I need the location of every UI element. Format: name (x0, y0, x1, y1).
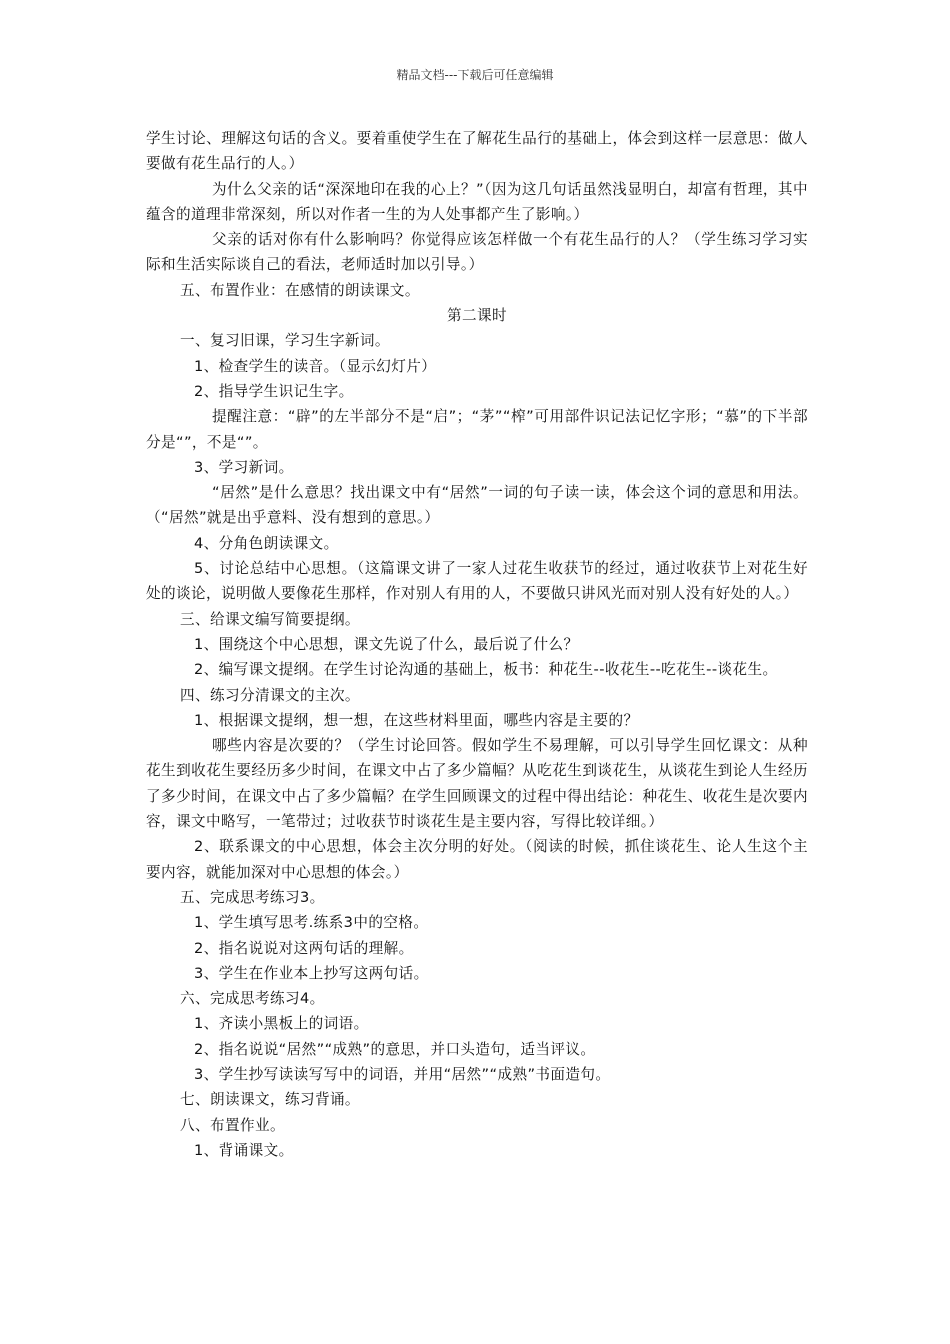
list-item: 3、学生在作业本上抄写这两句话。 (194, 964, 429, 982)
list-item: 2、指名说说对这两句话的理解。 (194, 939, 414, 957)
list-item: 3、学习新词。 (194, 458, 294, 476)
section-heading: 八、布置作业。 (180, 1116, 285, 1134)
list-item: 1、齐读小黑板上的词语。 (194, 1015, 369, 1033)
list-item: 2、指导学生识记生字。 (194, 382, 354, 400)
list-item: 1、根据课文提纲，想一想，在这些材料里面，哪些内容是主要的？ (194, 711, 639, 729)
paragraph: “居然”是什么意思？找出课文中有“居然”一词的句子读一读，体会这个词的意思和用法。（“居然”就是出乎意料、没有想到的意思。） (146, 484, 808, 527)
lesson-title: 第二课时 (447, 307, 507, 325)
paragraph: 父亲的话对你有什么影响吗？你觉得应该怎样做一个有花生品行的人？（学生练习学习实际和生活实际谈自己的看法，老师适时加以引导。） (146, 231, 808, 274)
list-item: 2、指名说说“居然”“成熟”的意思，并口头造句，适当评议。 (194, 1040, 596, 1058)
section-heading: 五、完成思考练习3。 (180, 888, 325, 906)
list-item: 2、联系课文的中心思想，体会主次分明的好处。（阅读的时候，抓住谈花生、论人生这个主要内容，就能加深对中心思想的体会。） (146, 838, 808, 881)
section-heading: 四、练习分清课文的主次。 (180, 686, 360, 704)
section-heading: 六、完成思考练习4。 (180, 990, 325, 1008)
paragraph: 为什么父亲的话“深深地印在我的心上？”（因为这几句话虽然浅显明白，却富有哲理，其中蕴含的道理非常深刻，所以对作者一生的为人处事都产生了影响。） (146, 180, 808, 223)
section-heading: 五、布置作业：在感情的朗读课文。 (180, 281, 420, 299)
list-item: 1、背诵课文。 (194, 1141, 294, 1159)
document-body (146, 126, 808, 1163)
list-item: 2、编写课文提纲。在学生讨论沟通的基础上，板书：种花生--收花生--吃花生--谈花生。 (194, 661, 778, 679)
list-item: 5、讨论总结中心思想。（这篇课文讲了一家人过花生收获节的经过，通过收获节上对花生好处的谈论，说明做人要像花生那样，作对别人有用的人，不要做只讲风光而对别人没有好处的人。） (146, 560, 808, 603)
list-item: 4、分角色朗读课文。 (194, 534, 339, 552)
paragraph: 哪些内容是次要的？（学生讨论回答。假如学生不易理解，可以引导学生回忆课文：从种花生到收花生要经历多少时间，在课文中占了多少篇幅？从吃花生到谈花生，从谈花生到论人生经历了多少时间，在课文中占了多少篇幅？在学生回顾课文的过程中得出结论：种花生、收花生是次要内容，课文中略写，一笔带过；过收获节时谈花生是主要内容，写得比较详细。） (146, 737, 808, 831)
paragraph: 学生讨论、理解这句话的含义。要着重使学生在了解花生品行的基础上，体会到这样一层意思：做人要做有花生品行的人。） (146, 130, 808, 173)
page-header: 精品文档---下载后可任意编辑 (396, 68, 554, 82)
paragraph: 提醒注意：“辟”的左半部分不是“启”；“茅”“榨”可用部件识记法记忆字形；“慕”的下半部分是“”，不是“”。 (146, 408, 808, 451)
list-item: 1、学生填写思考.练系3中的空格。 (194, 914, 429, 932)
section-heading: 三、给课文编写简要提纲。 (180, 610, 360, 628)
list-item: 1、围绕这个中心思想，课文先说了什么，最后说了什么？ (194, 635, 579, 653)
list-item: 3、学生抄写读读写写中的词语，并用“居然”“成熟”书面造句。 (194, 1065, 611, 1083)
list-item: 1、检查学生的读音。（显示幻灯片） (194, 357, 437, 375)
section-heading: 一、复习旧课，学习生字新词。 (180, 332, 390, 350)
section-heading: 七、朗读课文，练习背诵。 (180, 1091, 360, 1109)
